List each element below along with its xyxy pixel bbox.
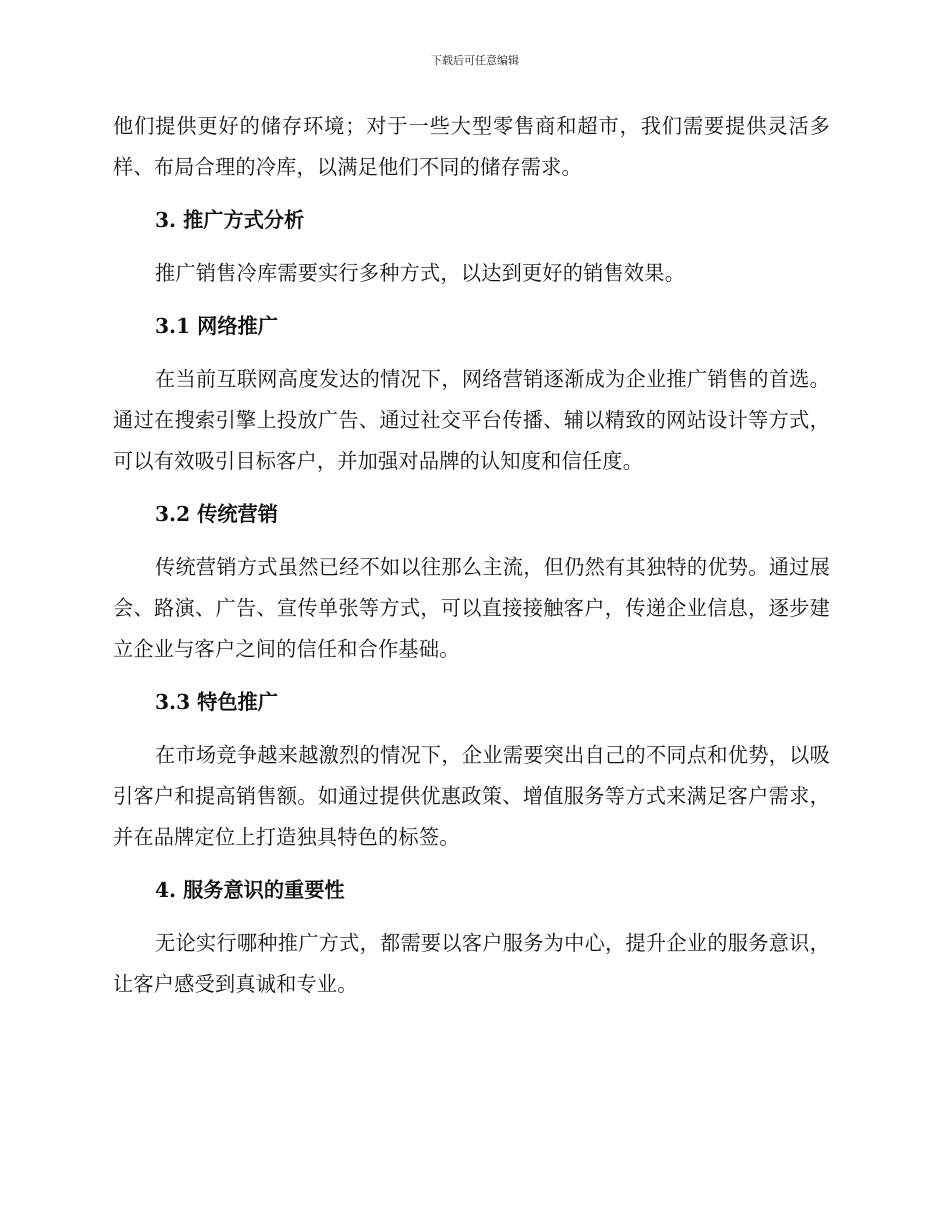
- paragraph-traditional-marketing: 传统营销方式虽然已经不如以往那么主流，但仍然有其独特的优势。通过展会、路演、广告、宣传单张等方式，可以直接接触客户，传递企业信息，逐步建立企业与客户之间的信任和合作基础。: [113, 555, 830, 661]
- heading-featured-promotion: 3.3 特色推广: [155, 690, 278, 714]
- paragraph-storage-needs: 他们提供更好的储存环境；对于一些大型零售商和超市，我们需要提供灵活多样、布局合理的冷库，以满足他们不同的储存需求。: [113, 114, 830, 179]
- paragraph-featured-promotion: 在市场竞争越来越激烈的情况下，企业需要突出自己的不同点和优势，以吸引客户和提高销售额。如通过提供优惠政策、增值服务等方式来满足客户需求，并在品牌定位上打造独具特色的标签。: [113, 743, 830, 849]
- heading-online-promotion: 3.1 网络推广: [155, 314, 278, 338]
- heading-promotion-analysis: 3. 推广方式分析: [155, 208, 305, 232]
- document-body: [113, 106, 830, 1005]
- paragraph-service-awareness: 无论实行哪种推广方式，都需要以客户服务为中心，提升企业的服务意识，让客户感受到真诚和专业。: [113, 931, 830, 996]
- page-header: 下载后可任意编辑: [431, 54, 519, 67]
- paragraph-promotion-intro: 推广销售冷库需要实行多种方式，以达到更好的销售效果。: [155, 261, 686, 285]
- heading-traditional-marketing: 3.2 传统营销: [155, 502, 278, 526]
- paragraph-online-promotion: 在当前互联网高度发达的情况下，网络营销逐渐成为企业推广销售的首选。通过在搜索引擎上投放广告、通过社交平台传播、辅以精致的网站设计等方式，可以有效吸引目标客户，并加强对品牌的认知度和信任度。: [113, 367, 830, 473]
- heading-service-awareness: 4. 服务意识的重要性: [155, 878, 345, 902]
